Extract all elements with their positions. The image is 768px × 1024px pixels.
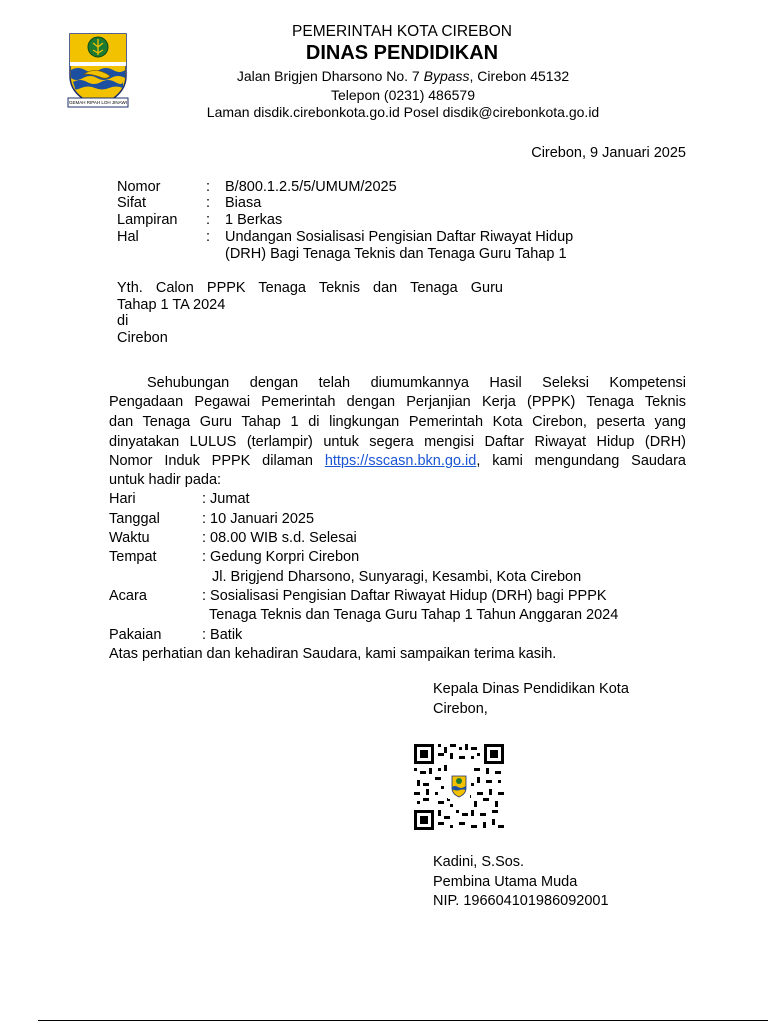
event-value: : Batik xyxy=(202,627,243,643)
letterhead-web-email: Laman disdik.cirebonkota.go.id Posel disdik@cirebonkota.go.id xyxy=(206,104,600,120)
event-value-cont: Jl. Brigjend Dharsono, Sunyaragi, Kesambi, Kota Cirebon xyxy=(212,569,582,585)
event-value: : 10 Januari 2025 xyxy=(202,511,315,527)
event-label: Acara xyxy=(109,588,147,604)
meta-sep: : xyxy=(206,212,211,228)
letterhead-phone: Telepon (0231) 486579 xyxy=(330,87,475,103)
recipient-line: Cirebon xyxy=(117,330,168,346)
signatory-nip: NIP. 196604101986092001 xyxy=(433,893,609,909)
meta-sep: : xyxy=(206,229,211,245)
recipient-line: Yth. Calon PPPK Tenaga Teknis dan Tenaga Guru xyxy=(117,280,503,296)
body-line: Sehubungan dengan telah diumumkannya Hasil Seleksi Kompetensi xyxy=(147,375,686,391)
letterhead-agency: DINAS PENDIDIKAN xyxy=(305,42,499,64)
event-label: Hari xyxy=(109,491,136,507)
meta-label: Hal xyxy=(117,229,139,245)
event-value: : Jumat xyxy=(202,491,250,507)
meta-label: Nomor xyxy=(117,179,161,195)
closing-sentence: Atas perhatian dan kehadiran Saudara, kami sampaikan terima kasih. xyxy=(109,646,557,662)
signatory-rank: Pembina Utama Muda xyxy=(433,874,578,890)
link-prefix: Nomor Induk PPPK dilaman xyxy=(109,453,325,469)
meta-sep: : xyxy=(206,179,211,195)
event-value: : 08.00 WIB s.d. Selesai xyxy=(202,530,357,546)
link-suffix: , kami mengundang Saudara xyxy=(476,453,686,469)
body-line-link xyxy=(109,452,686,470)
event-label: Pakaian xyxy=(109,627,162,643)
body-line: dinyatakan LULUS (terlampir) untuk segera mengisi Daftar Riwayat Hidup (DRH) xyxy=(109,434,686,450)
body-line: untuk hadir pada: xyxy=(109,472,222,488)
event-value-cont: Tenaga Teknis dan Tenaga Guru Tahap 1 Tahun Anggaran 2024 xyxy=(209,607,619,623)
meta-value: Biasa xyxy=(225,195,262,211)
signatory-name: Kadini, S.Sos. xyxy=(433,854,525,870)
footer-divider xyxy=(38,1020,768,1021)
event-label: Tanggal xyxy=(109,511,160,527)
logo-motto: GEMAH RIPAH LOH JINAWI xyxy=(68,100,127,105)
sscasn-link[interactable]: https://sscasn.bkn.go.id xyxy=(324,453,477,469)
signatory-title: Kepala Dinas Pendidikan Kota xyxy=(433,681,629,697)
qr-code-icon xyxy=(414,744,504,830)
letterhead-address xyxy=(0,67,768,85)
recipient-line: di xyxy=(117,313,129,329)
letterhead-government: PEMERINTAH KOTA CIREBON xyxy=(292,23,512,40)
letter-date: Cirebon, 9 Januari 2025 xyxy=(531,145,686,161)
meta-label: Sifat xyxy=(117,195,147,211)
meta-value: 1 Berkas xyxy=(225,212,283,228)
address-prefix: Jalan Brigjen Dharsono No. 7 xyxy=(236,68,424,84)
recipient-line: Tahap 1 TA 2024 xyxy=(117,297,226,313)
event-label: Tempat xyxy=(109,549,157,565)
address-bypass: Bypass xyxy=(423,68,470,84)
event-value: : Sosialisasi Pengisian Daftar Riwayat Hidup (DRH) bagi PPPK xyxy=(202,588,607,604)
event-label: Waktu xyxy=(109,530,150,546)
event-value: : Gedung Korpri Cirebon xyxy=(202,549,360,565)
meta-value: Undangan Sosialisasi Pengisian Daftar Riwayat Hidup xyxy=(225,229,574,245)
signatory-title-cont: Cirebon, xyxy=(433,701,488,717)
meta-sep: : xyxy=(206,195,211,211)
meta-label: Lampiran xyxy=(117,212,178,228)
body-line: dan Tenaga Guru Tahap 1 di lingkungan Pemerintah Kota Cirebon, peserta yang xyxy=(109,414,686,430)
meta-value-cont: (DRH) Bagi Tenaga Teknis dan Tenaga Guru Tahap 1 xyxy=(225,246,567,262)
meta-value: B/800.1.2.5/5/UMUM/2025 xyxy=(225,179,397,195)
address-suffix: , Cirebon 45132 xyxy=(469,68,570,84)
body-line: Pengadaan Pegawai Pemerintah dengan Perjanjian Kerja (PPPK) Tenaga Teknis xyxy=(109,394,686,410)
